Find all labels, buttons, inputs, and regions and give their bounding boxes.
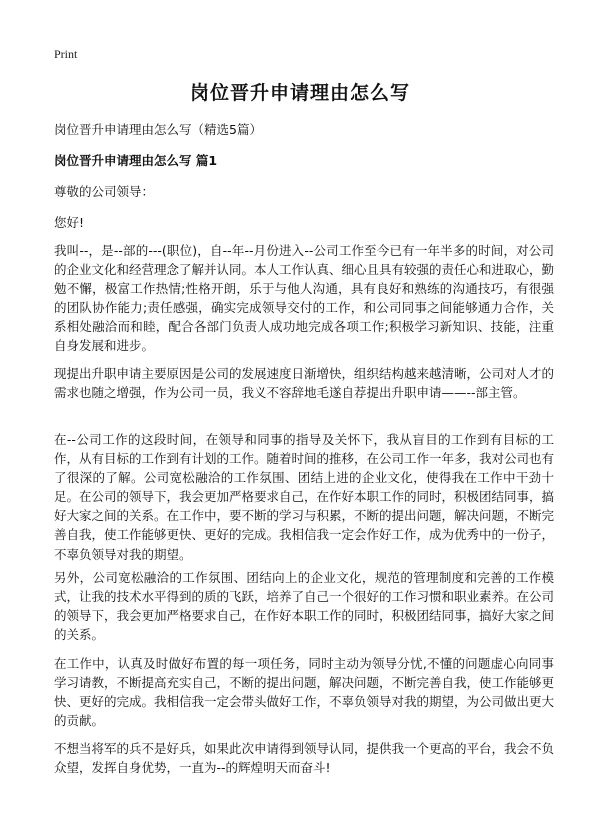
body-paragraph-5: 在工作中，认真及时做好布置的每一项任务，同时主动为领导分忧,不懂的问题虚心向同事学习请教，不断提高充实自己，不断的提出问题，解决问题，不断完善自我，使工作能够更快、更好的完成。我相信我一定会带头做好工作，不辜负领导对我的期望，为公司做出更大的贡献。: [54, 656, 555, 729]
page-title: 岗位晋升申请理由怎么写: [189, 82, 410, 104]
document-subtitle: 岗位晋升申请理由怎么写（精选5篇）: [54, 122, 262, 137]
salutation: 尊敬的公司领导：: [54, 184, 155, 199]
section-heading: 岗位晋升申请理由怎么写 篇1: [54, 153, 218, 168]
body-paragraph-6: 不想当将军的兵不是好兵，如果此次申请得到领导认同，提供我一个更高的平台，我会不负众望，发挥自身优势，一直为--的辉煌明天而奋斗!: [54, 741, 555, 776]
greeting: 您好!: [54, 215, 85, 230]
body-paragraph-1: 我叫--，是--部的---(职位)，自--年--月份进入--公司工作至今已有一年半多的时间，对公司的企业文化和经营理念了解并认同。本人工作认真、细心且具有较强的责任心和进取心，勤勉不懈，极富工作热情;性格开朗，乐于与他人沟通，具有良好和熟练的沟通技巧，有很强的团队协作能力;责任感强，确实完成领导交付的工作，和公司同事之间能够通力合作，关系相处融洽而和睦，配合各部门负责人成功地完成各项工作;积极学习新知识、技能，注重自身发展和进步。: [54, 243, 555, 354]
print-label[interactable]: Print: [54, 47, 78, 61]
body-paragraph-3: 在--公司工作的这段时间，在领导和同事的指导及关怀下，我从盲目的工作到有目标的工作，从有目标的工作到有计划的工作。随着时间的推移，在公司工作一年多，我对公司也有了很深的了解。公司宽松融洽的工作氛围、团结上进的企业文化，使得我在工作中干劲十足。在公司的领导下，我会更加严格要求自己，在作好本职工作的同时，积极团结同事，搞好大家之间的关系。在工作中，要不断的学习与积累，不断的提出问题，解决问题，不断完善自我，使工作能够更快、更好的完成。我相信我一定会作好工作，成为优秀中的一份子，不辜负领导对我的期望。: [54, 432, 555, 562]
body-paragraph-4: 另外，公司宽松融洽的工作氛围、团结向上的企业文化，规范的管理制度和完善的工作模式，让我的技术水平得到的质的飞跃，培养了自己一个很好的工作习惯和职业素养。在公司的领导下，我会更加严格要求自己，在作好本职工作的同时，积极团结同事，搞好大家之间的关系。: [54, 570, 555, 643]
body-paragraph-2: 现提出升职申请主要原因是公司的发展速度日渐增快，组织结构越来越清晰，公司对人才的需求也随之增强，作为公司一员，我义不容辞地毛遂自荐提出升职申请——--部主管。: [54, 366, 555, 401]
